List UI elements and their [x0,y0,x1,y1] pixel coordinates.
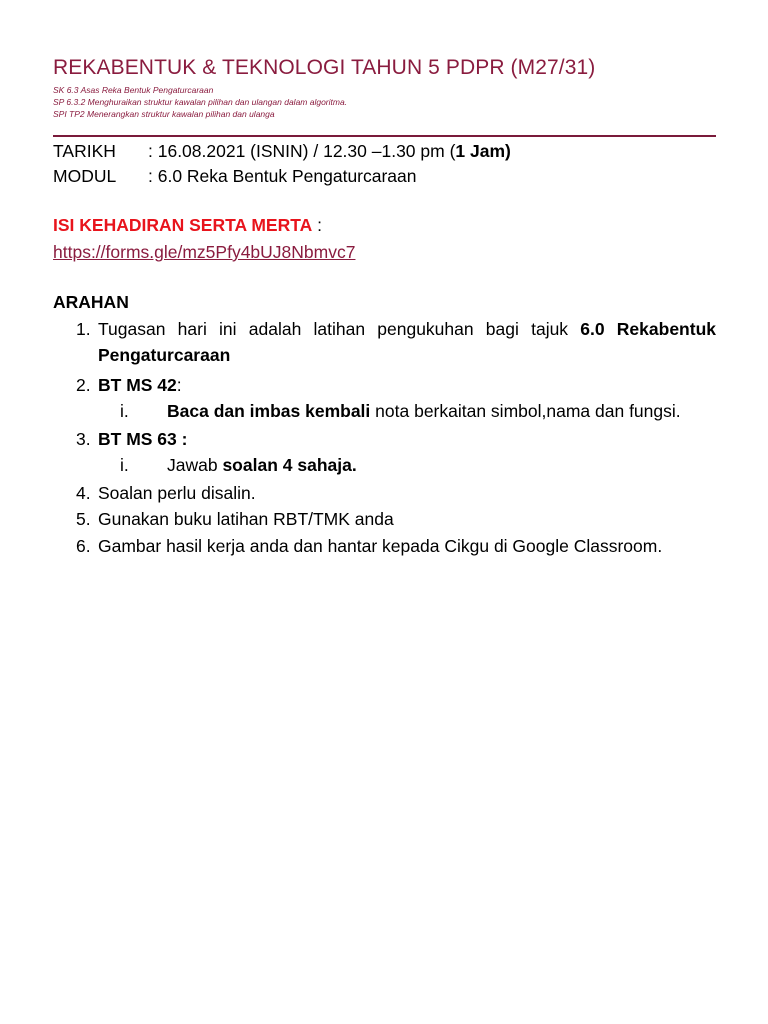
list-item [76,372,716,398]
attendance-colon: : [312,215,322,235]
item-text-cont: Pengaturcaraan [98,345,231,365]
item-number: 3. [76,429,91,449]
item-number: 2. [76,375,91,395]
list-item [76,480,716,506]
arahan-heading: ARAHAN [53,292,129,312]
item-text: BT MS 63 : [98,429,188,449]
attendance-line [53,215,322,236]
sub-item-number: i. [120,401,129,421]
list-item [76,533,716,559]
item-number: 5. [76,509,91,529]
item-number: 6. [76,536,91,556]
list-item [76,316,716,368]
tarikh-duration: 1 Jam) [455,141,511,161]
item-text: BT MS 42: [98,375,182,395]
item-number: 4. [76,483,91,503]
attendance-label: ISI KEHADIRAN SERTA MERTA [53,215,313,235]
list-item [76,426,716,452]
modul-value: : 6.0 Reka Bentuk Pengaturcaraan [148,166,417,186]
standard-pembelajaran: SP 6.3.2 Menghuraikan struktur kawalan pilihan dan ulangan dalam algoritma. [53,97,348,107]
item-text: Tugasan hari ini adalah latihan pengukuhan bagi tajuk 6.0 Rekabentuk [98,319,716,339]
tarikh-value: : 16.08.2021 (ISNIN) / 12.30 –1.30 pm ( [148,141,456,161]
standard-prestasi: SPI TP2 Menerangkan struktur kawalan pilihan dan ulanga [53,109,275,119]
sub-item-number: i. [120,455,129,475]
tarikh-row [53,141,511,162]
tarikh-label: TARIKH [53,141,116,161]
modul-row [53,166,417,187]
sub-item-text: Baca dan imbas kembali nota berkaitan simbol,nama dan fungsi. [167,401,681,421]
item-text: Gunakan buku latihan RBT/TMK anda [98,509,394,529]
page-title: REKABENTUK & TEKNOLOGI TAHUN 5 PDPR (M27/31) [53,56,596,79]
standard-kandungan: SK 6.3 Asas Reka Bentuk Pengaturcaraan [53,85,214,95]
item-text: Gambar hasil kerja anda dan hantar kepada Cikgu di Google Classroom. [98,536,663,556]
list-item [76,506,716,532]
attendance-form-link[interactable]: https://forms.gle/mz5Pfy4bUJ8Nbmvc7 [53,242,356,262]
modul-label: MODUL [53,166,117,186]
item-text: Soalan perlu disalin. [98,483,256,503]
sub-item-text: Jawab soalan 4 sahaja. [167,455,357,475]
item-number: 1. [76,319,91,339]
header-divider [53,135,716,137]
